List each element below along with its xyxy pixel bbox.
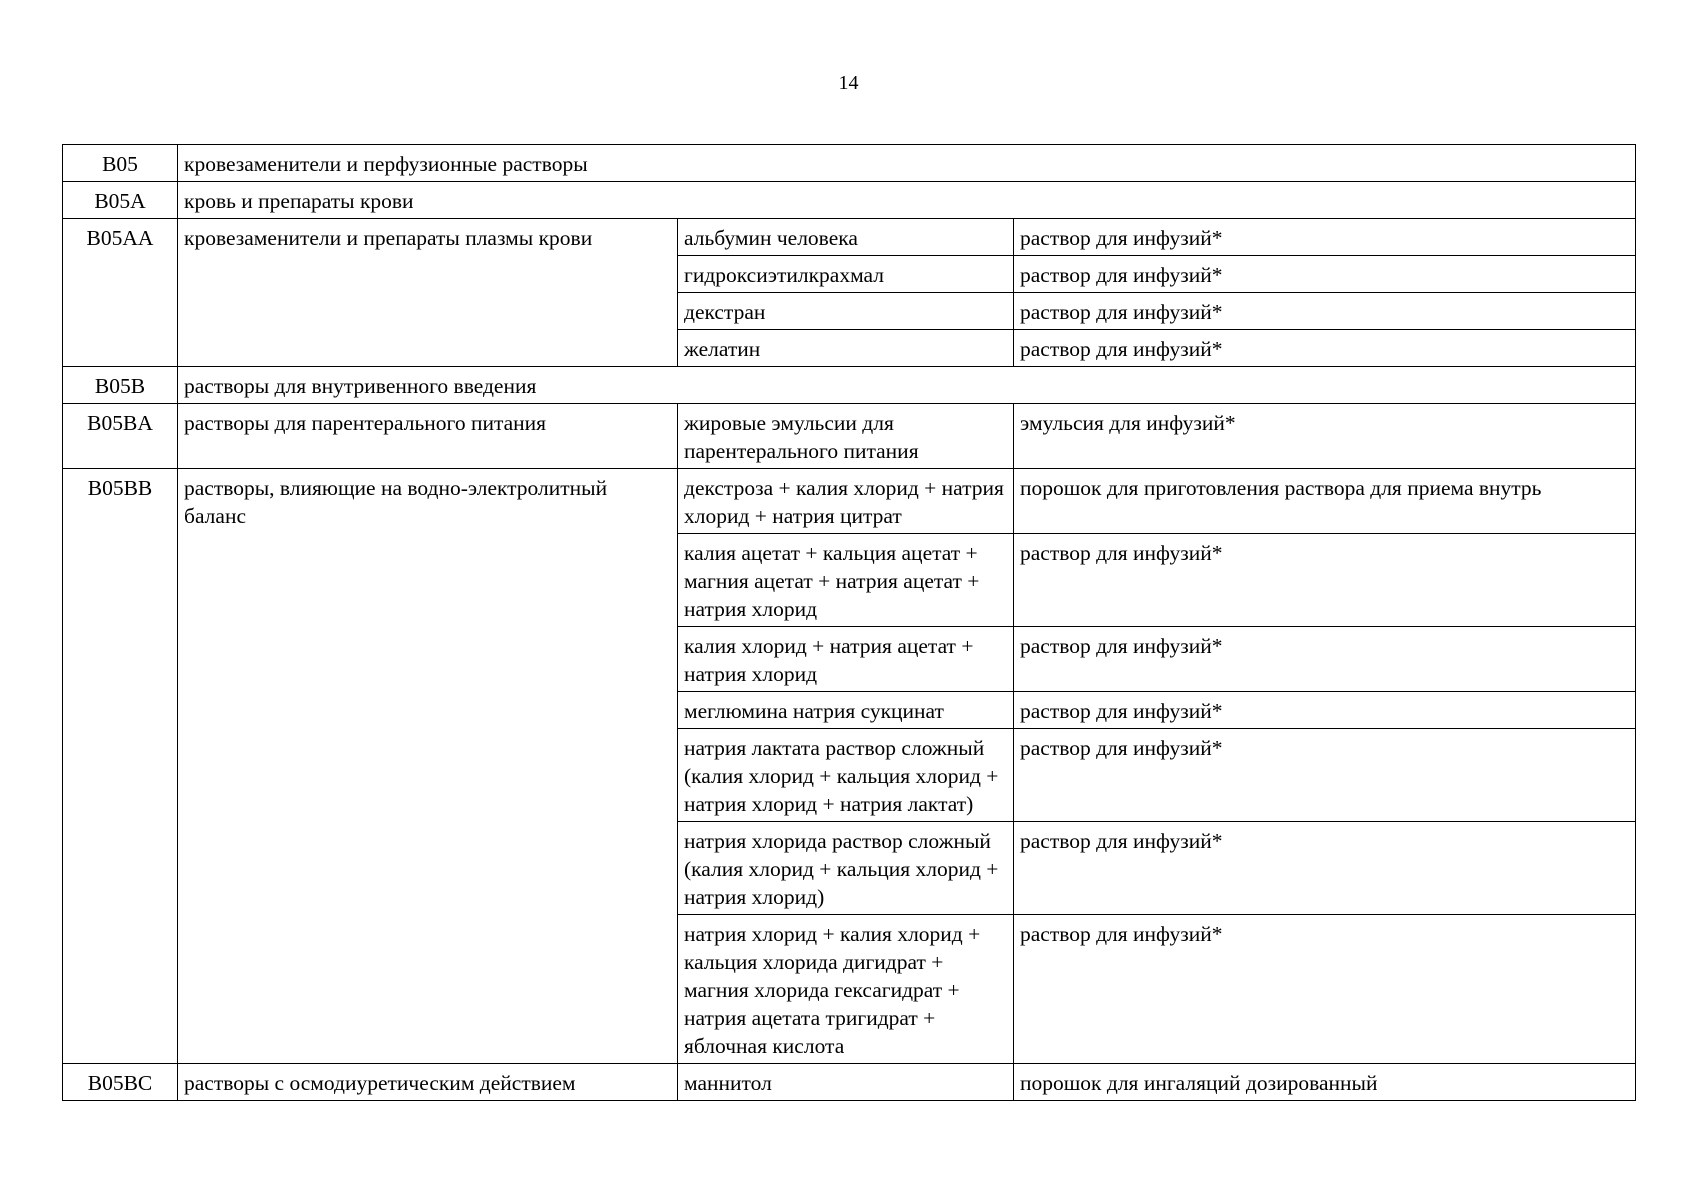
drug-table [62,144,1636,1101]
atc-code-cell: B05BA [63,404,178,469]
dosage-form-cell: раствор для инфузий* [1014,256,1636,293]
group-name-cell: кровезаменители и препараты плазмы крови [178,219,678,367]
atc-code-cell: B05B [63,367,178,404]
group-name-cell: растворы, влияющие на водно-электролитный баланс [178,469,678,1064]
group-name-cell: кровезаменители и перфузионные растворы [178,145,1636,182]
atc-code-cell: B05A [63,182,178,219]
atc-code-cell: B05BB [63,469,178,1064]
dosage-form-cell: эмульсия для инфузий* [1014,404,1636,469]
substance-cell: декстроза + калия хлорид + натрия хлорид + натрия цитрат [678,469,1014,534]
table-row [63,404,1636,469]
dosage-form-cell: порошок для приготовления раствора для приема внутрь [1014,469,1636,534]
dosage-form-cell: раствор для инфузий* [1014,627,1636,692]
table-row [63,1064,1636,1101]
page-number: 14 [838,72,859,94]
atc-code-cell: B05BC [63,1064,178,1101]
group-name-cell: растворы для внутривенного введения [178,367,1636,404]
dosage-form-cell: раствор для инфузий* [1014,692,1636,729]
table-row [63,469,1636,534]
dosage-form-cell: раствор для инфузий* [1014,915,1636,1064]
substance-cell: желатин [678,330,1014,367]
group-name-cell: растворы с осмодиуретическим действием [178,1064,678,1101]
dosage-form-cell: раствор для инфузий* [1014,219,1636,256]
dosage-form-cell: порошок для ингаляций дозированный [1014,1064,1636,1101]
substance-cell: натрия хлорида раствор сложный (калия хлорид + кальция хлорид + натрия хлорид) [678,822,1014,915]
dosage-form-cell: раствор для инфузий* [1014,729,1636,822]
atc-code-cell: B05 [63,145,178,182]
substance-cell: меглюмина натрия сукцинат [678,692,1014,729]
substance-cell: маннитол [678,1064,1014,1101]
table-row [63,182,1636,219]
table-row [63,219,1636,256]
substance-cell: натрия хлорид + калия хлорид + кальция хлорида дигидрат + магния хлорида гексагидрат + натрия ацетата тригидрат + яблочная кислота [678,915,1014,1064]
substance-cell: гидроксиэтилкрахмал [678,256,1014,293]
substance-cell: калия хлорид + натрия ацетат + натрия хлорид [678,627,1014,692]
substance-cell: декстран [678,293,1014,330]
table-row [63,367,1636,404]
dosage-form-cell: раствор для инфузий* [1014,330,1636,367]
table-row [63,145,1636,182]
substance-cell: натрия лактата раствор сложный (калия хлорид + кальция хлорид + натрия хлорид + натрия лактат) [678,729,1014,822]
substance-cell: жировые эмульсии для парентерального питания [678,404,1014,469]
dosage-form-cell: раствор для инфузий* [1014,293,1636,330]
dosage-form-cell: раствор для инфузий* [1014,822,1636,915]
substance-cell: альбумин человека [678,219,1014,256]
atc-code-cell: B05AA [63,219,178,367]
group-name-cell: растворы для парентерального питания [178,404,678,469]
substance-cell: калия ацетат + кальция ацетат + магния ацетат + натрия ацетат + натрия хлорид [678,534,1014,627]
dosage-form-cell: раствор для инфузий* [1014,534,1636,627]
group-name-cell: кровь и препараты крови [178,182,1636,219]
